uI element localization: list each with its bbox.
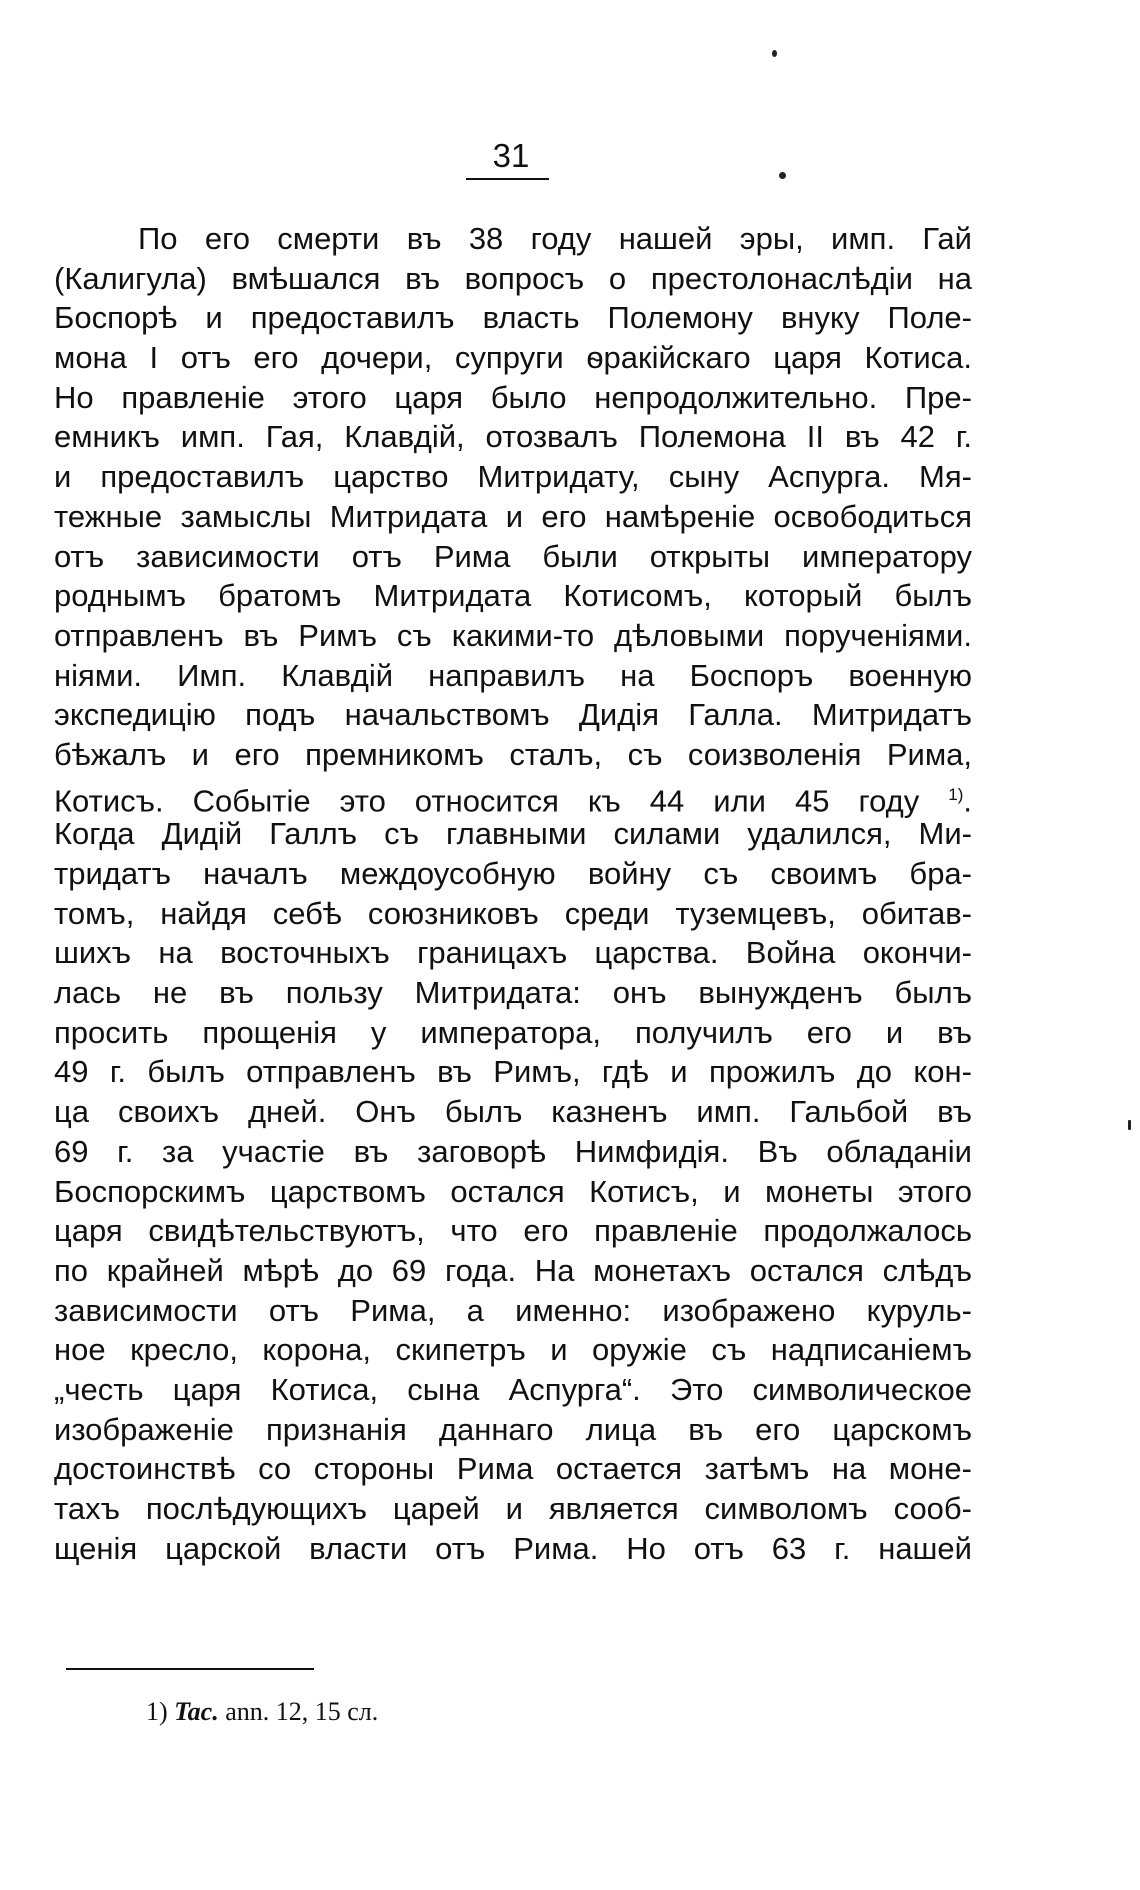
footnote-rule xyxy=(66,1668,314,1670)
text-line: экспедицію подъ начальствомъ Дидія Галла. Митридатъ xyxy=(54,697,972,733)
text-line: Но правленіе этого царя было непродолжительно. Пре- xyxy=(54,379,972,415)
ink-speck xyxy=(1128,1120,1131,1130)
text-line: достоинствѣ со стороны Рима остается затѣмъ на моне- xyxy=(54,1451,972,1487)
text-line: емникъ имп. Гая, Клавдій, отозвалъ Полемона II въ 42 г. xyxy=(54,419,972,455)
footnote-reference: 1) xyxy=(948,784,964,804)
text-line: ное кресло, корона, скипетръ и оружіе съ надписаніемъ xyxy=(54,1332,972,1368)
text-line: лась не въ пользу Митридата: онъ вынужденъ былъ xyxy=(54,975,972,1011)
text-line: отправленъ въ Римъ съ какими-то дѣловыми порученіями. xyxy=(54,617,972,653)
text-line: мона I отъ его дочери, супруги ѳракійскаго царя Котиса. xyxy=(54,340,972,376)
ink-speck xyxy=(772,50,777,57)
text-line: по крайней мѣрѣ до 69 года. На монетахъ остался слѣдъ xyxy=(54,1252,972,1288)
text-line: „честь царя Котиса, сына Аспурга“. Это символическое xyxy=(54,1371,972,1407)
text-line: изображеніе признанія даннаго лица въ его царскомъ xyxy=(54,1411,972,1447)
page-number: 31 xyxy=(492,137,530,174)
footnote xyxy=(146,1695,378,1729)
text-line: 49 г. былъ отправленъ въ Римъ, гдѣ и прожилъ до кон- xyxy=(54,1054,972,1090)
text-line: тахъ послѣдующихъ царей и является символомъ сооб- xyxy=(54,1491,972,1526)
text-line: Боспорскимъ царствомъ остался Котисъ, и монеты этого xyxy=(54,1173,972,1209)
footnote-citation: ann. 12, 15 сл. xyxy=(225,1697,379,1726)
text-line: зависимости отъ Рима, а именно: изображено куруль- xyxy=(54,1292,972,1328)
text-line: просить прощенія у императора, получилъ его и въ xyxy=(54,1014,972,1050)
text-line: и предоставилъ царство Митридату, сыну Аспурга. Мя- xyxy=(54,459,972,495)
text-line: тежные замыслы Митридата и его намѣреніе освободиться xyxy=(54,498,972,534)
text-line: царя свидѣтельствуютъ, что его правленіе продолжалось xyxy=(54,1213,972,1249)
text-line: ніями. Имп. Клавдій направилъ на Боспоръ военную xyxy=(54,657,972,693)
text-line: По его смерти въ 38 году нашей эры, имп. Гай xyxy=(138,221,972,256)
text-line: (Калигула) вмѣшался въ вопросъ о престолонаслѣдіи на xyxy=(54,260,972,296)
text-line: отъ зависимости отъ Рима были открыты императору xyxy=(54,538,972,574)
footnote-source-abbreviation: Tac. xyxy=(174,1697,219,1726)
text-line-body: Котисъ. Событіе это относится къ 44 или 45 году xyxy=(54,782,920,818)
text-line-with-footnote: Котисъ. Событіе это относится къ 44 или 45 году $^{1)}$. xyxy=(54,782,972,818)
text-line: щенія царской власти отъ Рима. Но отъ 63 г. нашей xyxy=(54,1530,972,1566)
text-line: бѣжалъ и его премникомъ сталъ, съ соизволенія Рима, xyxy=(54,736,972,772)
page-number-rule xyxy=(466,178,549,180)
text-line: роднымъ братомъ Митридата Котисомъ, который былъ xyxy=(54,578,972,614)
text-line: 69 г. за участіе въ заговорѣ Нимфидія. Въ обладаніи xyxy=(54,1133,972,1169)
text-line: шихъ на восточныхъ границахъ царства. Война окончи- xyxy=(54,935,972,971)
text-line: ца своихъ дней. Онъ былъ казненъ имп. Гальбой въ xyxy=(54,1094,972,1130)
text-line: тридатъ началъ междоусобную войну съ своимъ бра- xyxy=(54,856,972,891)
text-line: Боспорѣ и предоставилъ власть Полемону внуку Поле- xyxy=(54,300,972,336)
ink-speck xyxy=(779,172,786,179)
text-line: Когда Дидій Галлъ съ главными силами удалился, Ми- xyxy=(54,816,972,852)
text-line: томъ, найдя себѣ союзниковъ среди туземцевъ, обитав- xyxy=(54,895,972,931)
footnote-marker: 1) xyxy=(146,1697,168,1726)
body-text xyxy=(54,219,972,1568)
